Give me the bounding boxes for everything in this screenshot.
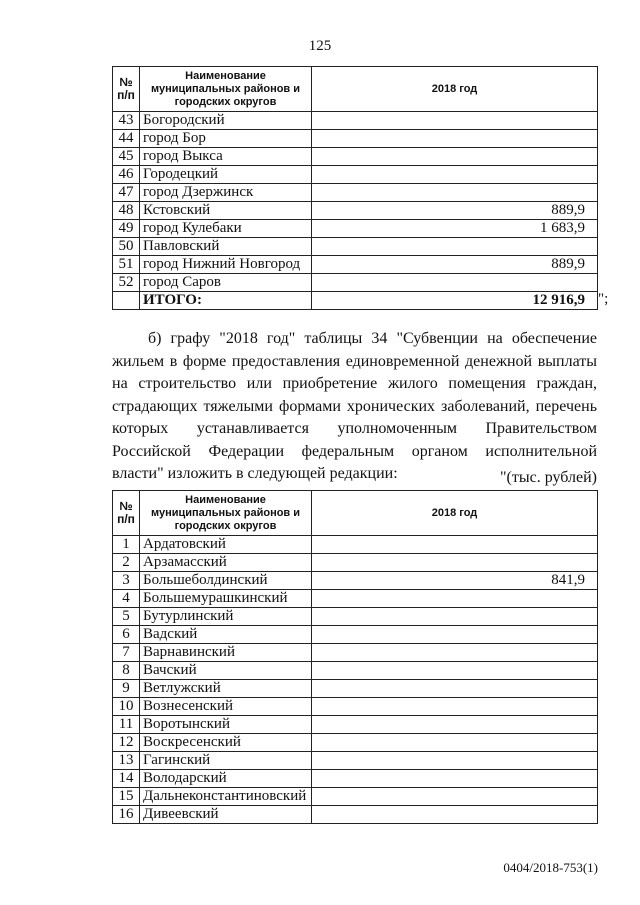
table-row [113, 770, 598, 788]
row-name: город Выкса [140, 148, 312, 166]
table-row [113, 554, 598, 572]
unit-label: "(тыс. рублей) [500, 469, 597, 486]
row-number: 12 [113, 734, 140, 752]
row-value: 889,9 [312, 256, 598, 274]
document-number: 0404/2018-753(1) [503, 860, 598, 875]
table-row [113, 148, 598, 166]
row-name: Ветлужский [140, 680, 312, 698]
table-row [113, 130, 598, 148]
row-value [312, 770, 598, 788]
row-value [312, 148, 598, 166]
table-row [113, 112, 598, 130]
row-value [312, 716, 598, 734]
row-value [312, 536, 598, 554]
table-row [113, 274, 598, 292]
row-value [312, 626, 598, 644]
page-number: 125 [308, 38, 332, 54]
row-number: 4 [113, 590, 140, 608]
row-name: Володарский [140, 770, 312, 788]
row-number: 11 [113, 716, 140, 734]
table-row [113, 626, 598, 644]
row-value [312, 274, 598, 292]
row-value [312, 112, 598, 130]
row-name: Богородский [140, 112, 312, 130]
table-row [113, 662, 598, 680]
row-number: 49 [113, 220, 140, 238]
row-number: 8 [113, 662, 140, 680]
column-header-name: Наименование муниципальных районов и городских округов [140, 491, 312, 536]
row-number: 16 [113, 806, 140, 824]
row-value [312, 554, 598, 572]
row-value [312, 608, 598, 626]
row-value [312, 662, 598, 680]
row-value: 889,9 [312, 202, 598, 220]
row-value [312, 806, 598, 824]
row-number: 6 [113, 626, 140, 644]
table-row [113, 752, 598, 770]
row-number: 48 [113, 202, 140, 220]
row-name: Воскресенский [140, 734, 312, 752]
row-name: Кстовский [140, 202, 312, 220]
table-row [113, 238, 598, 256]
column-header-year: 2018 год [312, 67, 598, 112]
table-row [113, 680, 598, 698]
table-header-row [113, 67, 598, 112]
row-number: 44 [113, 130, 140, 148]
row-number: 1 [113, 536, 140, 554]
row-name: Большемурашкинский [140, 590, 312, 608]
row-name: город Нижний Новгород [140, 256, 312, 274]
row-value [312, 238, 598, 256]
row-number: 3 [113, 572, 140, 590]
row-value [312, 734, 598, 752]
table-row [113, 166, 598, 184]
row-number: 47 [113, 184, 140, 202]
amendment-paragraph [112, 328, 597, 486]
row-value [312, 788, 598, 806]
row-value: 1 683,9 [312, 220, 598, 238]
row-value [312, 752, 598, 770]
table-row [113, 202, 598, 220]
row-value [312, 644, 598, 662]
row-value [312, 166, 598, 184]
row-name: Павловский [140, 238, 312, 256]
table-row [113, 608, 598, 626]
row-number: 14 [113, 770, 140, 788]
table-row [113, 536, 598, 554]
table-row [113, 716, 598, 734]
row-name: Дальнеконстантиновский [140, 788, 312, 806]
table-row [113, 220, 598, 238]
row-name: Вадский [140, 626, 312, 644]
row-number: 52 [113, 274, 140, 292]
closing-quote: "; [598, 291, 609, 307]
row-number: 9 [113, 680, 140, 698]
total-row [113, 292, 598, 310]
row-number: 10 [113, 698, 140, 716]
row-number: 13 [113, 752, 140, 770]
table-row [113, 184, 598, 202]
row-number: 46 [113, 166, 140, 184]
row-name: Воротынский [140, 716, 312, 734]
column-header-year: 2018 год [312, 491, 598, 536]
column-header-name: Наименование муниципальных районов и городских округов [140, 67, 312, 112]
table-subventions-new [112, 490, 598, 824]
row-number: 43 [113, 112, 140, 130]
table-row [113, 256, 598, 274]
row-name: Гагинский [140, 752, 312, 770]
row-value [312, 184, 598, 202]
table-row [113, 644, 598, 662]
row-number: 15 [113, 788, 140, 806]
table-row [113, 788, 598, 806]
row-value [312, 680, 598, 698]
table-header-row [113, 491, 598, 536]
total-label: ИТОГО: [140, 292, 312, 310]
row-value [312, 130, 598, 148]
amendment-paragraph-text: б) графу "2018 год" таблицы 34 "Субвенции на обеспечение жильем в форме предоставления единовременной денежной выплаты на строительство или приобретение жилого помещения граждан, страдающих тяжелыми формами хронических заболеваний, перечень которых устанавливается уполномоченным Правительством Российской Федерации федеральным органом исполнительной власти" изложить в следующей редакции: [112, 330, 597, 482]
total-value: 12 916,9 [312, 292, 598, 310]
column-header-number: № п/п [113, 491, 140, 536]
row-name: Городецкий [140, 166, 312, 184]
row-name: Арзамасский [140, 554, 312, 572]
row-name: Дивеевский [140, 806, 312, 824]
table-subventions-part [112, 66, 598, 310]
row-name: город Бор [140, 130, 312, 148]
row-name: город Кулебаки [140, 220, 312, 238]
table-row [113, 698, 598, 716]
table-row [113, 590, 598, 608]
row-number: 2 [113, 554, 140, 572]
row-value: 841,9 [312, 572, 598, 590]
row-name: Большеболдинский [140, 572, 312, 590]
row-value [312, 590, 598, 608]
row-name: Вачский [140, 662, 312, 680]
row-name: город Саров [140, 274, 312, 292]
table-row [113, 572, 598, 590]
table-row [113, 806, 598, 824]
row-number: 50 [113, 238, 140, 256]
row-name: Ардатовский [140, 536, 312, 554]
table-row [113, 734, 598, 752]
row-name: Варнавинский [140, 644, 312, 662]
row-value [312, 698, 598, 716]
row-name: Вознесенский [140, 698, 312, 716]
row-name: Бутурлинский [140, 608, 312, 626]
row-number: 51 [113, 256, 140, 274]
row-number: 7 [113, 644, 140, 662]
column-header-number: № п/п [113, 67, 140, 112]
row-number: 45 [113, 148, 140, 166]
row-number: 5 [113, 608, 140, 626]
total-empty-cell [113, 292, 140, 310]
row-name: город Дзержинск [140, 184, 312, 202]
